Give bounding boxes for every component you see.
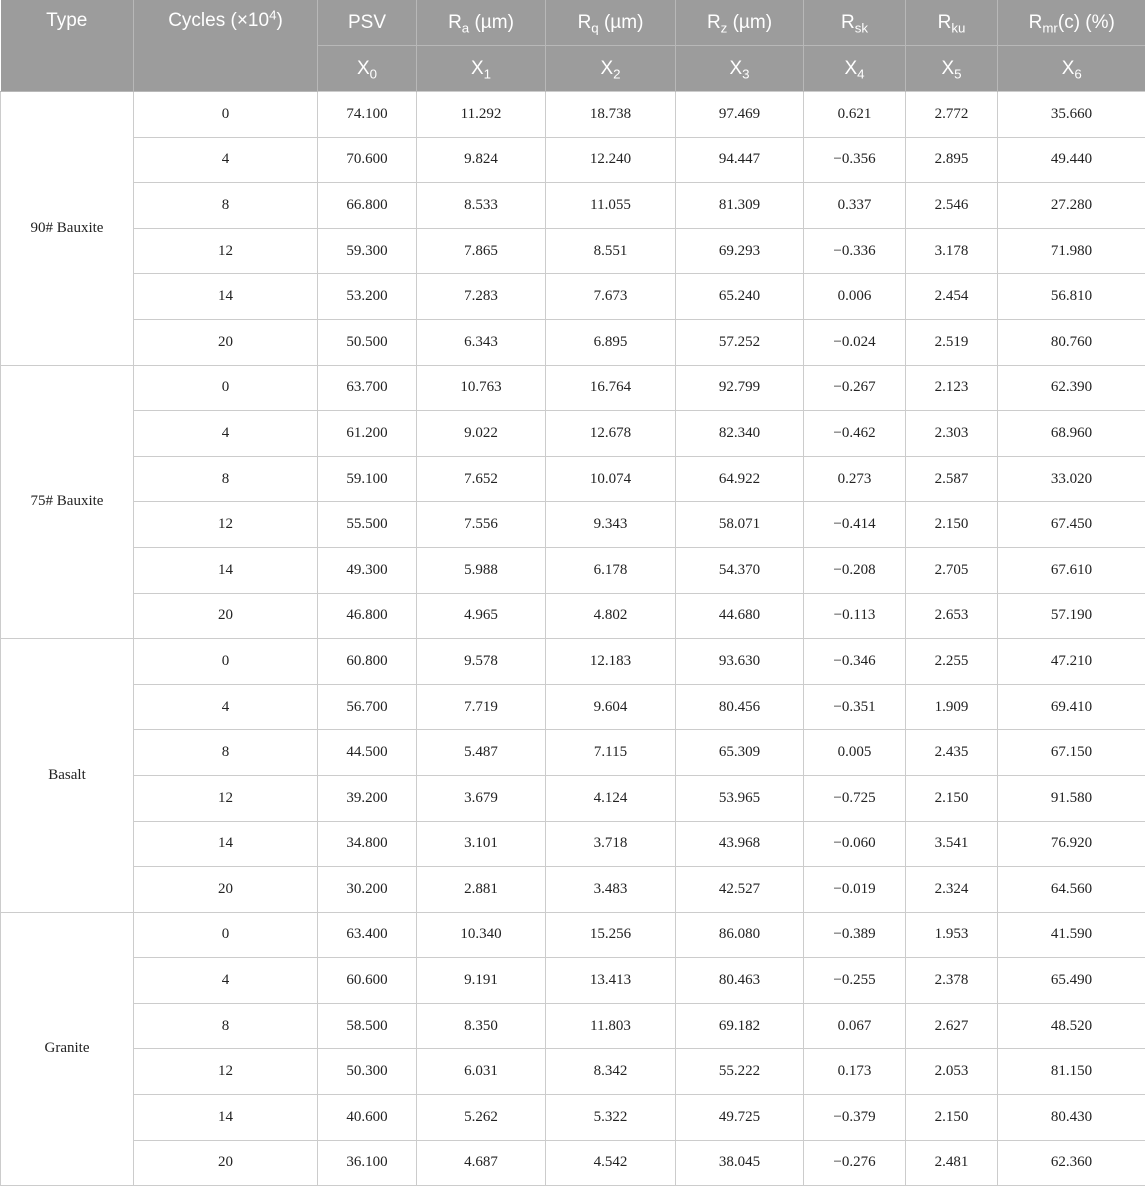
value-cell: 67.150 bbox=[998, 730, 1145, 776]
value-cell: 7.865 bbox=[417, 228, 546, 274]
value-cell: −0.414 bbox=[804, 502, 906, 548]
cycles-cell: 4 bbox=[134, 684, 318, 730]
variable-x2: $X_2$ bbox=[546, 46, 676, 92]
table-row bbox=[1, 92, 1145, 138]
value-cell: 36.100 bbox=[318, 1140, 417, 1186]
value-cell: −0.267 bbox=[804, 365, 906, 411]
value-cell: 44.500 bbox=[318, 730, 417, 776]
variable-x3: $X_3$ bbox=[676, 46, 804, 92]
value-cell: 62.360 bbox=[998, 1140, 1145, 1186]
value-cell: 8.551 bbox=[546, 228, 676, 274]
table-row bbox=[1, 365, 1145, 411]
value-cell: 4.802 bbox=[546, 593, 676, 639]
value-cell: 5.487 bbox=[417, 730, 546, 776]
value-cell: 3.718 bbox=[546, 821, 676, 867]
group-type-cell: 75# Bauxite bbox=[1, 365, 134, 639]
value-cell: 7.115 bbox=[546, 730, 676, 776]
cycles-cell: 0 bbox=[134, 639, 318, 685]
cycles-cell: 14 bbox=[134, 1095, 318, 1141]
value-cell: 5.322 bbox=[546, 1095, 676, 1141]
value-cell: 2.627 bbox=[906, 1003, 998, 1049]
value-cell: −0.024 bbox=[804, 319, 906, 365]
value-cell: 59.300 bbox=[318, 228, 417, 274]
table-row bbox=[1, 639, 1145, 685]
value-cell: 64.560 bbox=[998, 867, 1145, 913]
value-cell: 27.280 bbox=[998, 183, 1145, 229]
table-row bbox=[1, 547, 1145, 593]
value-cell: 43.968 bbox=[676, 821, 804, 867]
cycles-cell: 0 bbox=[134, 92, 318, 138]
value-cell: 93.630 bbox=[676, 639, 804, 685]
value-cell: 34.800 bbox=[318, 821, 417, 867]
value-cell: 12.240 bbox=[546, 137, 676, 183]
table-row bbox=[1, 821, 1145, 867]
value-cell: 65.309 bbox=[676, 730, 804, 776]
value-cell: 4.124 bbox=[546, 775, 676, 821]
value-cell: 49.440 bbox=[998, 137, 1145, 183]
table-row bbox=[1, 1140, 1145, 1186]
value-cell: 11.292 bbox=[417, 92, 546, 138]
value-cell: 3.679 bbox=[417, 775, 546, 821]
value-cell: 42.527 bbox=[676, 867, 804, 913]
value-cell: 74.100 bbox=[318, 92, 417, 138]
value-cell: 2.881 bbox=[417, 867, 546, 913]
variable-x6: $X_6$ bbox=[998, 46, 1145, 92]
value-cell: −0.276 bbox=[804, 1140, 906, 1186]
value-cell: 2.587 bbox=[906, 456, 998, 502]
table-row bbox=[1, 730, 1145, 776]
value-cell: 38.045 bbox=[676, 1140, 804, 1186]
value-cell: 10.074 bbox=[546, 456, 676, 502]
cycles-cell: 12 bbox=[134, 775, 318, 821]
cycles-cell: 8 bbox=[134, 1003, 318, 1049]
value-cell: 2.546 bbox=[906, 183, 998, 229]
value-cell: −0.346 bbox=[804, 639, 906, 685]
value-cell: 2.653 bbox=[906, 593, 998, 639]
cycles-cell: 4 bbox=[134, 411, 318, 457]
table-row bbox=[1, 958, 1145, 1004]
value-cell: −0.462 bbox=[804, 411, 906, 457]
cycles-cell: 14 bbox=[134, 547, 318, 593]
value-cell: 6.343 bbox=[417, 319, 546, 365]
value-cell: −0.725 bbox=[804, 775, 906, 821]
value-cell: 86.080 bbox=[676, 912, 804, 958]
value-cell: 9.191 bbox=[417, 958, 546, 1004]
value-cell: −0.356 bbox=[804, 137, 906, 183]
value-cell: 68.960 bbox=[998, 411, 1145, 457]
cycles-cell: 20 bbox=[134, 1140, 318, 1186]
value-cell: 2.150 bbox=[906, 775, 998, 821]
value-cell: 9.022 bbox=[417, 411, 546, 457]
value-cell: 64.922 bbox=[676, 456, 804, 502]
table-row bbox=[1, 1049, 1145, 1095]
value-cell: 2.435 bbox=[906, 730, 998, 776]
value-cell: 2.519 bbox=[906, 319, 998, 365]
value-cell: 80.456 bbox=[676, 684, 804, 730]
value-cell: 67.450 bbox=[998, 502, 1145, 548]
header-ra: $R_a$ (µm) bbox=[417, 0, 546, 46]
value-cell: 69.182 bbox=[676, 1003, 804, 1049]
value-cell: 7.673 bbox=[546, 274, 676, 320]
header-psv: PSV bbox=[318, 0, 417, 46]
header-rz: $R_z$ (µm) bbox=[676, 0, 804, 46]
value-cell: 60.600 bbox=[318, 958, 417, 1004]
value-cell: 3.178 bbox=[906, 228, 998, 274]
value-cell: 0.337 bbox=[804, 183, 906, 229]
value-cell: 0.067 bbox=[804, 1003, 906, 1049]
value-cell: 91.580 bbox=[998, 775, 1145, 821]
value-cell: 9.578 bbox=[417, 639, 546, 685]
cycles-cell: 8 bbox=[134, 183, 318, 229]
value-cell: 61.200 bbox=[318, 411, 417, 457]
table-row bbox=[1, 137, 1145, 183]
value-cell: −0.019 bbox=[804, 867, 906, 913]
value-cell: 46.800 bbox=[318, 593, 417, 639]
value-cell: 58.500 bbox=[318, 1003, 417, 1049]
value-cell: 2.150 bbox=[906, 1095, 998, 1141]
table-row bbox=[1, 775, 1145, 821]
value-cell: −0.336 bbox=[804, 228, 906, 274]
value-cell: −0.208 bbox=[804, 547, 906, 593]
value-cell: 56.700 bbox=[318, 684, 417, 730]
value-cell: 3.541 bbox=[906, 821, 998, 867]
cycles-cell: 12 bbox=[134, 228, 318, 274]
value-cell: 4.687 bbox=[417, 1140, 546, 1186]
value-cell: 80.430 bbox=[998, 1095, 1145, 1141]
value-cell: 57.252 bbox=[676, 319, 804, 365]
value-cell: 97.469 bbox=[676, 92, 804, 138]
value-cell: 11.055 bbox=[546, 183, 676, 229]
cycles-cell: 0 bbox=[134, 365, 318, 411]
value-cell: 76.920 bbox=[998, 821, 1145, 867]
value-cell: 7.556 bbox=[417, 502, 546, 548]
value-cell: 53.965 bbox=[676, 775, 804, 821]
cycles-cell: 8 bbox=[134, 730, 318, 776]
value-cell: 2.123 bbox=[906, 365, 998, 411]
value-cell: −0.255 bbox=[804, 958, 906, 1004]
value-cell: 2.324 bbox=[906, 867, 998, 913]
value-cell: 2.481 bbox=[906, 1140, 998, 1186]
value-cell: 13.413 bbox=[546, 958, 676, 1004]
value-cell: 58.071 bbox=[676, 502, 804, 548]
value-cell: 2.454 bbox=[906, 274, 998, 320]
value-cell: 63.700 bbox=[318, 365, 417, 411]
header-rsk: $R_{sk}$ bbox=[804, 0, 906, 46]
value-cell: 81.309 bbox=[676, 183, 804, 229]
value-cell: 2.772 bbox=[906, 92, 998, 138]
value-cell: 9.824 bbox=[417, 137, 546, 183]
group-type-cell: Granite bbox=[1, 912, 134, 1186]
value-cell: 65.490 bbox=[998, 958, 1145, 1004]
value-cell: 62.390 bbox=[998, 365, 1145, 411]
value-cell: 1.953 bbox=[906, 912, 998, 958]
table-row bbox=[1, 183, 1145, 229]
table-row bbox=[1, 411, 1145, 457]
value-cell: 82.340 bbox=[676, 411, 804, 457]
value-cell: 4.965 bbox=[417, 593, 546, 639]
value-cell: 12.183 bbox=[546, 639, 676, 685]
value-cell: 39.200 bbox=[318, 775, 417, 821]
value-cell: 49.725 bbox=[676, 1095, 804, 1141]
value-cell: 3.483 bbox=[546, 867, 676, 913]
table-row bbox=[1, 456, 1145, 502]
value-cell: 9.604 bbox=[546, 684, 676, 730]
value-cell: 35.660 bbox=[998, 92, 1145, 138]
value-cell: 3.101 bbox=[417, 821, 546, 867]
value-cell: 49.300 bbox=[318, 547, 417, 593]
value-cell: 60.800 bbox=[318, 639, 417, 685]
cycles-cell: 4 bbox=[134, 137, 318, 183]
value-cell: 8.350 bbox=[417, 1003, 546, 1049]
value-cell: 2.053 bbox=[906, 1049, 998, 1095]
table-row bbox=[1, 274, 1145, 320]
value-cell: 5.988 bbox=[417, 547, 546, 593]
table-row bbox=[1, 1095, 1145, 1141]
value-cell: 6.895 bbox=[546, 319, 676, 365]
value-cell: −0.379 bbox=[804, 1095, 906, 1141]
value-cell: 7.719 bbox=[417, 684, 546, 730]
value-cell: 69.410 bbox=[998, 684, 1145, 730]
value-cell: 18.738 bbox=[546, 92, 676, 138]
value-cell: −0.113 bbox=[804, 593, 906, 639]
variable-x1: $X_1$ bbox=[417, 46, 546, 92]
header-rmr: $R_{mr}(c)$ (%) bbox=[998, 0, 1145, 46]
table-row bbox=[1, 1003, 1145, 1049]
value-cell: 92.799 bbox=[676, 365, 804, 411]
value-cell: 50.300 bbox=[318, 1049, 417, 1095]
value-cell: 2.378 bbox=[906, 958, 998, 1004]
value-cell: 2.150 bbox=[906, 502, 998, 548]
value-cell: 30.200 bbox=[318, 867, 417, 913]
value-cell: 10.340 bbox=[417, 912, 546, 958]
group-type-cell: Basalt bbox=[1, 639, 134, 913]
header-type: Type bbox=[1, 0, 134, 92]
table-row bbox=[1, 319, 1145, 365]
table-row bbox=[1, 912, 1145, 958]
value-cell: 10.763 bbox=[417, 365, 546, 411]
value-cell: 11.803 bbox=[546, 1003, 676, 1049]
cycles-cell: 20 bbox=[134, 319, 318, 365]
value-cell: 57.190 bbox=[998, 593, 1145, 639]
value-cell: 53.200 bbox=[318, 274, 417, 320]
value-cell: 9.343 bbox=[546, 502, 676, 548]
value-cell: 63.400 bbox=[318, 912, 417, 958]
value-cell: 0.273 bbox=[804, 456, 906, 502]
value-cell: 56.810 bbox=[998, 274, 1145, 320]
cycles-cell: 12 bbox=[134, 1049, 318, 1095]
value-cell: 47.210 bbox=[998, 639, 1145, 685]
value-cell: 48.520 bbox=[998, 1003, 1145, 1049]
value-cell: 33.020 bbox=[998, 456, 1145, 502]
value-cell: 44.680 bbox=[676, 593, 804, 639]
value-cell: 2.303 bbox=[906, 411, 998, 457]
value-cell: 50.500 bbox=[318, 319, 417, 365]
value-cell: 81.150 bbox=[998, 1049, 1145, 1095]
value-cell: 69.293 bbox=[676, 228, 804, 274]
value-cell: 80.463 bbox=[676, 958, 804, 1004]
value-cell: 12.678 bbox=[546, 411, 676, 457]
cycles-cell: 14 bbox=[134, 821, 318, 867]
value-cell: 0.621 bbox=[804, 92, 906, 138]
value-cell: 65.240 bbox=[676, 274, 804, 320]
value-cell: 7.283 bbox=[417, 274, 546, 320]
table-body bbox=[1, 92, 1145, 1186]
value-cell: 66.800 bbox=[318, 183, 417, 229]
variable-x4: $X_4$ bbox=[804, 46, 906, 92]
value-cell: 2.255 bbox=[906, 639, 998, 685]
value-cell: 94.447 bbox=[676, 137, 804, 183]
value-cell: 59.100 bbox=[318, 456, 417, 502]
cycles-cell: 4 bbox=[134, 958, 318, 1004]
value-cell: 6.178 bbox=[546, 547, 676, 593]
value-cell: −0.389 bbox=[804, 912, 906, 958]
group-type-cell: 90# Bauxite bbox=[1, 92, 134, 366]
table-row bbox=[1, 867, 1145, 913]
variable-x5: $X_5$ bbox=[906, 46, 998, 92]
header-cycles: Cycles $(\times 10^4)$ bbox=[134, 0, 318, 92]
value-cell: 71.980 bbox=[998, 228, 1145, 274]
header-rq: $R_q$ (µm) bbox=[546, 0, 676, 46]
value-cell: 2.705 bbox=[906, 547, 998, 593]
value-cell: 6.031 bbox=[417, 1049, 546, 1095]
table-row bbox=[1, 684, 1145, 730]
value-cell: −0.351 bbox=[804, 684, 906, 730]
value-cell: −0.060 bbox=[804, 821, 906, 867]
value-cell: 8.533 bbox=[417, 183, 546, 229]
table-row bbox=[1, 593, 1145, 639]
cycles-cell: 20 bbox=[134, 593, 318, 639]
value-cell: 7.652 bbox=[417, 456, 546, 502]
value-cell: 80.760 bbox=[998, 319, 1145, 365]
header-row bbox=[1, 0, 1145, 46]
value-cell: 41.590 bbox=[998, 912, 1145, 958]
value-cell: 2.895 bbox=[906, 137, 998, 183]
cycles-cell: 12 bbox=[134, 502, 318, 548]
value-cell: 1.909 bbox=[906, 684, 998, 730]
value-cell: 70.600 bbox=[318, 137, 417, 183]
value-cell: 16.764 bbox=[546, 365, 676, 411]
value-cell: 0.173 bbox=[804, 1049, 906, 1095]
table-row bbox=[1, 502, 1145, 548]
value-cell: 54.370 bbox=[676, 547, 804, 593]
value-cell: 5.262 bbox=[417, 1095, 546, 1141]
value-cell: 55.222 bbox=[676, 1049, 804, 1095]
value-cell: 8.342 bbox=[546, 1049, 676, 1095]
cycles-cell: 0 bbox=[134, 912, 318, 958]
value-cell: 0.005 bbox=[804, 730, 906, 776]
value-cell: 40.600 bbox=[318, 1095, 417, 1141]
cycles-cell: 8 bbox=[134, 456, 318, 502]
variable-x0: $X_0$ bbox=[318, 46, 417, 92]
cycles-cell: 14 bbox=[134, 274, 318, 320]
value-cell: 0.006 bbox=[804, 274, 906, 320]
value-cell: 15.256 bbox=[546, 912, 676, 958]
table-row bbox=[1, 228, 1145, 274]
cycles-cell: 20 bbox=[134, 867, 318, 913]
header-rku: $R_{ku}$ bbox=[906, 0, 998, 46]
value-cell: 4.542 bbox=[546, 1140, 676, 1186]
value-cell: 55.500 bbox=[318, 502, 417, 548]
value-cell: 67.610 bbox=[998, 547, 1145, 593]
